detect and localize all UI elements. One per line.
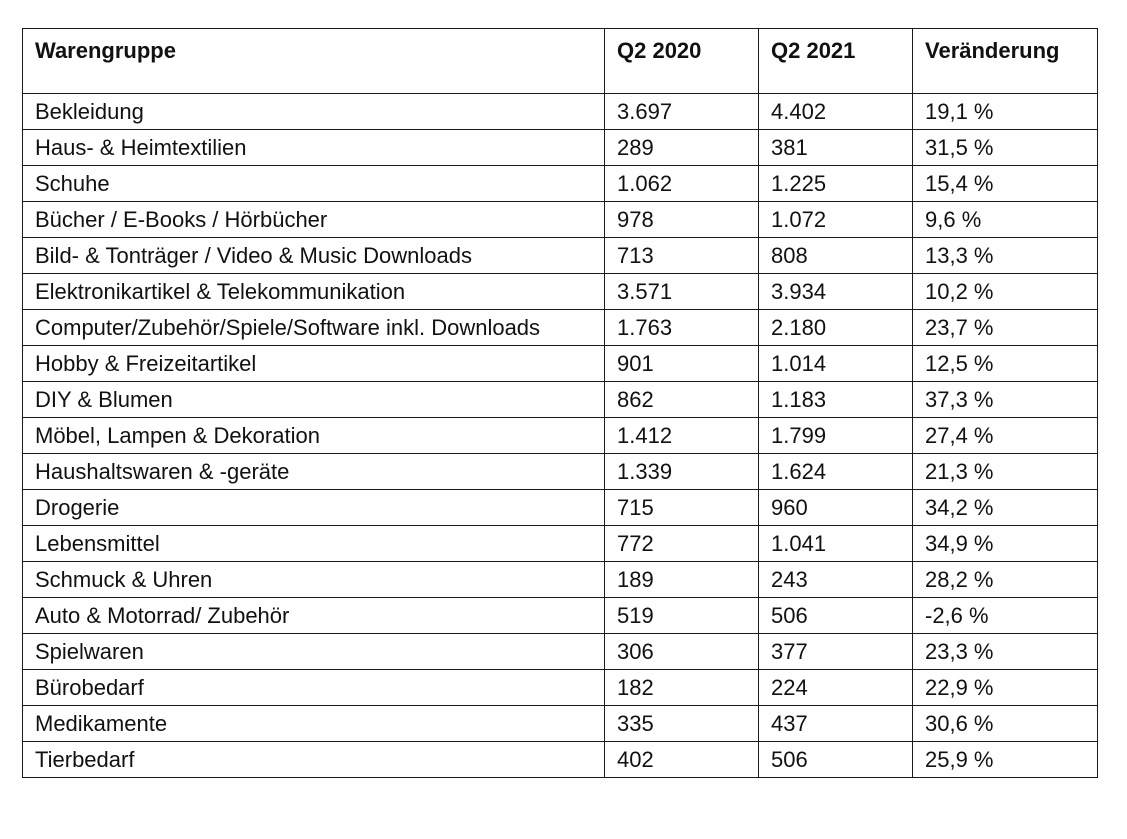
header-q2-2021: Q2 2021 bbox=[759, 29, 913, 94]
table-row bbox=[23, 310, 1098, 346]
table-row bbox=[23, 634, 1098, 670]
q2-2021-cell: 960 bbox=[759, 490, 913, 526]
veraenderung-cell: 15,4 % bbox=[913, 166, 1098, 202]
q2-2020-cell: 901 bbox=[605, 346, 759, 382]
warengruppe-cell: Haushaltswaren & -geräte bbox=[23, 454, 605, 490]
warengruppe-cell: DIY & Blumen bbox=[23, 382, 605, 418]
table-row bbox=[23, 166, 1098, 202]
q2-2020-cell: 182 bbox=[605, 670, 759, 706]
q2-2020-cell: 3.697 bbox=[605, 94, 759, 130]
q2-2021-cell: 437 bbox=[759, 706, 913, 742]
table-row bbox=[23, 382, 1098, 418]
q2-2021-cell: 1.799 bbox=[759, 418, 913, 454]
veraenderung-cell: 28,2 % bbox=[913, 562, 1098, 598]
q2-2021-cell: 3.934 bbox=[759, 274, 913, 310]
veraenderung-cell: 34,2 % bbox=[913, 490, 1098, 526]
veraenderung-cell: 9,6 % bbox=[913, 202, 1098, 238]
table-row bbox=[23, 130, 1098, 166]
veraenderung-cell: 31,5 % bbox=[913, 130, 1098, 166]
warengruppe-cell: Bücher / E-Books / Hörbücher bbox=[23, 202, 605, 238]
q2-2020-cell: 862 bbox=[605, 382, 759, 418]
table-body bbox=[23, 94, 1098, 778]
table-row bbox=[23, 598, 1098, 634]
q2-2020-cell: 715 bbox=[605, 490, 759, 526]
q2-2020-cell: 189 bbox=[605, 562, 759, 598]
q2-2021-cell: 1.072 bbox=[759, 202, 913, 238]
q2-2020-cell: 978 bbox=[605, 202, 759, 238]
warengruppe-cell: Auto & Motorrad/ Zubehör bbox=[23, 598, 605, 634]
q2-2021-cell: 506 bbox=[759, 598, 913, 634]
q2-2021-cell: 1.183 bbox=[759, 382, 913, 418]
veraenderung-cell: 10,2 % bbox=[913, 274, 1098, 310]
veraenderung-cell: 21,3 % bbox=[913, 454, 1098, 490]
table-row bbox=[23, 742, 1098, 778]
table-row bbox=[23, 670, 1098, 706]
header-q2-2020: Q2 2020 bbox=[605, 29, 759, 94]
q2-2021-cell: 808 bbox=[759, 238, 913, 274]
table-row bbox=[23, 562, 1098, 598]
veraenderung-cell: 22,9 % bbox=[913, 670, 1098, 706]
warengruppe-cell: Tierbedarf bbox=[23, 742, 605, 778]
veraenderung-cell: 23,3 % bbox=[913, 634, 1098, 670]
table-row bbox=[23, 418, 1098, 454]
veraenderung-cell: 30,6 % bbox=[913, 706, 1098, 742]
q2-2020-cell: 402 bbox=[605, 742, 759, 778]
q2-2020-cell: 713 bbox=[605, 238, 759, 274]
warengruppe-cell: Bild- & Tonträger / Video & Music Downloads bbox=[23, 238, 605, 274]
data-table bbox=[22, 28, 1098, 778]
table-row bbox=[23, 490, 1098, 526]
table-row bbox=[23, 346, 1098, 382]
q2-2021-cell: 1.624 bbox=[759, 454, 913, 490]
table-row bbox=[23, 706, 1098, 742]
q2-2021-cell: 2.180 bbox=[759, 310, 913, 346]
header-row bbox=[23, 29, 1098, 94]
warengruppe-cell: Bürobedarf bbox=[23, 670, 605, 706]
q2-2020-cell: 1.062 bbox=[605, 166, 759, 202]
q2-2021-cell: 377 bbox=[759, 634, 913, 670]
veraenderung-cell: 19,1 % bbox=[913, 94, 1098, 130]
q2-2021-cell: 1.225 bbox=[759, 166, 913, 202]
q2-2021-cell: 1.041 bbox=[759, 526, 913, 562]
q2-2021-cell: 243 bbox=[759, 562, 913, 598]
header-veraenderung: Veränderung bbox=[913, 29, 1098, 94]
warengruppe-cell: Schmuck & Uhren bbox=[23, 562, 605, 598]
warengruppe-cell: Lebensmittel bbox=[23, 526, 605, 562]
q2-2020-cell: 289 bbox=[605, 130, 759, 166]
table-row bbox=[23, 238, 1098, 274]
q2-2021-cell: 224 bbox=[759, 670, 913, 706]
q2-2021-cell: 1.014 bbox=[759, 346, 913, 382]
veraenderung-cell: 27,4 % bbox=[913, 418, 1098, 454]
q2-2020-cell: 1.412 bbox=[605, 418, 759, 454]
table-row bbox=[23, 202, 1098, 238]
q2-2020-cell: 306 bbox=[605, 634, 759, 670]
warengruppe-cell: Elektronikartikel & Telekommunikation bbox=[23, 274, 605, 310]
veraenderung-cell: 37,3 % bbox=[913, 382, 1098, 418]
q2-2020-cell: 3.571 bbox=[605, 274, 759, 310]
veraenderung-cell: 12,5 % bbox=[913, 346, 1098, 382]
q2-2020-cell: 772 bbox=[605, 526, 759, 562]
warengruppe-cell: Hobby & Freizeitartikel bbox=[23, 346, 605, 382]
table-row bbox=[23, 454, 1098, 490]
q2-2020-cell: 1.763 bbox=[605, 310, 759, 346]
warengruppe-cell: Medikamente bbox=[23, 706, 605, 742]
veraenderung-cell: 23,7 % bbox=[913, 310, 1098, 346]
q2-2021-cell: 4.402 bbox=[759, 94, 913, 130]
header-warengruppe: Warengruppe bbox=[23, 29, 605, 94]
table-row bbox=[23, 274, 1098, 310]
warengruppe-cell: Haus- & Heimtextilien bbox=[23, 130, 605, 166]
warengruppe-cell: Computer/Zubehör/Spiele/Software inkl. Downloads bbox=[23, 310, 605, 346]
warengruppe-cell: Schuhe bbox=[23, 166, 605, 202]
warengruppe-cell: Möbel, Lampen & Dekoration bbox=[23, 418, 605, 454]
q2-2021-cell: 506 bbox=[759, 742, 913, 778]
veraenderung-cell: -2,6 % bbox=[913, 598, 1098, 634]
warengruppe-cell: Spielwaren bbox=[23, 634, 605, 670]
q2-2020-cell: 1.339 bbox=[605, 454, 759, 490]
table-row bbox=[23, 526, 1098, 562]
q2-2021-cell: 381 bbox=[759, 130, 913, 166]
warengruppe-cell: Bekleidung bbox=[23, 94, 605, 130]
q2-2020-cell: 519 bbox=[605, 598, 759, 634]
warengruppe-cell: Drogerie bbox=[23, 490, 605, 526]
veraenderung-cell: 34,9 % bbox=[913, 526, 1098, 562]
table-row bbox=[23, 94, 1098, 130]
veraenderung-cell: 13,3 % bbox=[913, 238, 1098, 274]
veraenderung-cell: 25,9 % bbox=[913, 742, 1098, 778]
q2-2020-cell: 335 bbox=[605, 706, 759, 742]
